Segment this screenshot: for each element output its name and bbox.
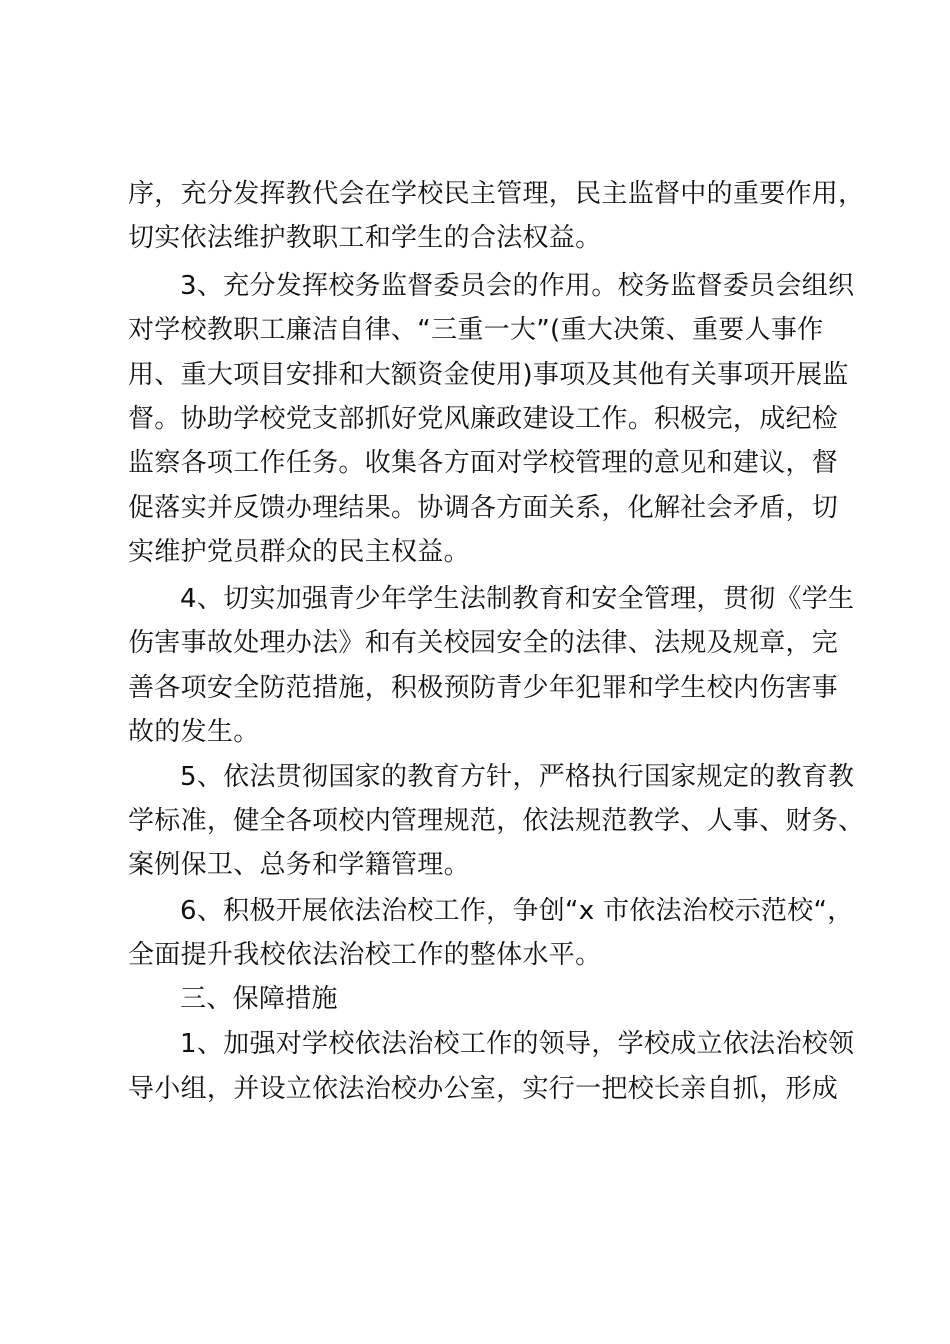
text-line: 用、重大项目安排和大额资金使用)事项及其他有关事项开展监 [128, 360, 849, 390]
text-line: 促落实并反馈办理结果。协调各方面关系，化解社会矛盾，切 [128, 493, 839, 523]
text-line: 序，充分发挥教代会在学校民主管理，民主监督中的重要作用， [128, 179, 865, 209]
text-line: 案例保卫、总务和学籍管理。 [128, 850, 470, 880]
text-line: 故的发生。 [128, 717, 260, 747]
text-line: 监察各项工作任务。收集各方面对学校管理的意见和建议，督 [128, 448, 839, 478]
text-line: 督。协助学校党支部抓好党风廉政建设工作。积极完，成纪检 [128, 404, 839, 434]
paragraph-start-line: 4、切实加强青少年学生法制教育和安全管理，贯彻《学生 [180, 584, 855, 614]
text-line: 善各项安全防范措施，积极预防青少年犯罪和学生校内伤害事 [128, 673, 839, 703]
text-line: 学标准，健全各项校内管理规范，依法规范教学、人事、财务、 [128, 806, 865, 836]
paragraph-start-line: 1、加强对学校依法治校工作的领导，学校成立依法治校领 [180, 1029, 855, 1059]
text-line: 对学校教职工廉洁自律、“三重一大”(重大决策、重要人事作 [128, 315, 824, 345]
text-line: 全面提升我校依法治校工作的整体水平。 [128, 940, 602, 970]
text-line: 伤害事故处理办法》和有关校园安全的法律、法规及规章，完 [128, 628, 839, 658]
text-line: 切实依法维护教职工和学生的合法权益。 [128, 223, 602, 253]
text-line: 实维护党员群众的民主权益。 [128, 537, 470, 567]
text-line: 导小组，并设立依法治校办公室，实行一把校长亲自抓，形成 [128, 1074, 839, 1104]
section-heading: 三、保障措施 [180, 984, 338, 1014]
paragraph-start-line: 3、充分发挥校务监督委员会的作用。校务监督委员会组织 [180, 271, 855, 301]
paragraph-start-line: 5、依法贯彻国家的教育方针，严格执行国家规定的教育教 [180, 762, 855, 792]
paragraph-start-line: 6、积极开展依法治校工作，争创“x 市依法治校示范校“， [180, 896, 854, 926]
